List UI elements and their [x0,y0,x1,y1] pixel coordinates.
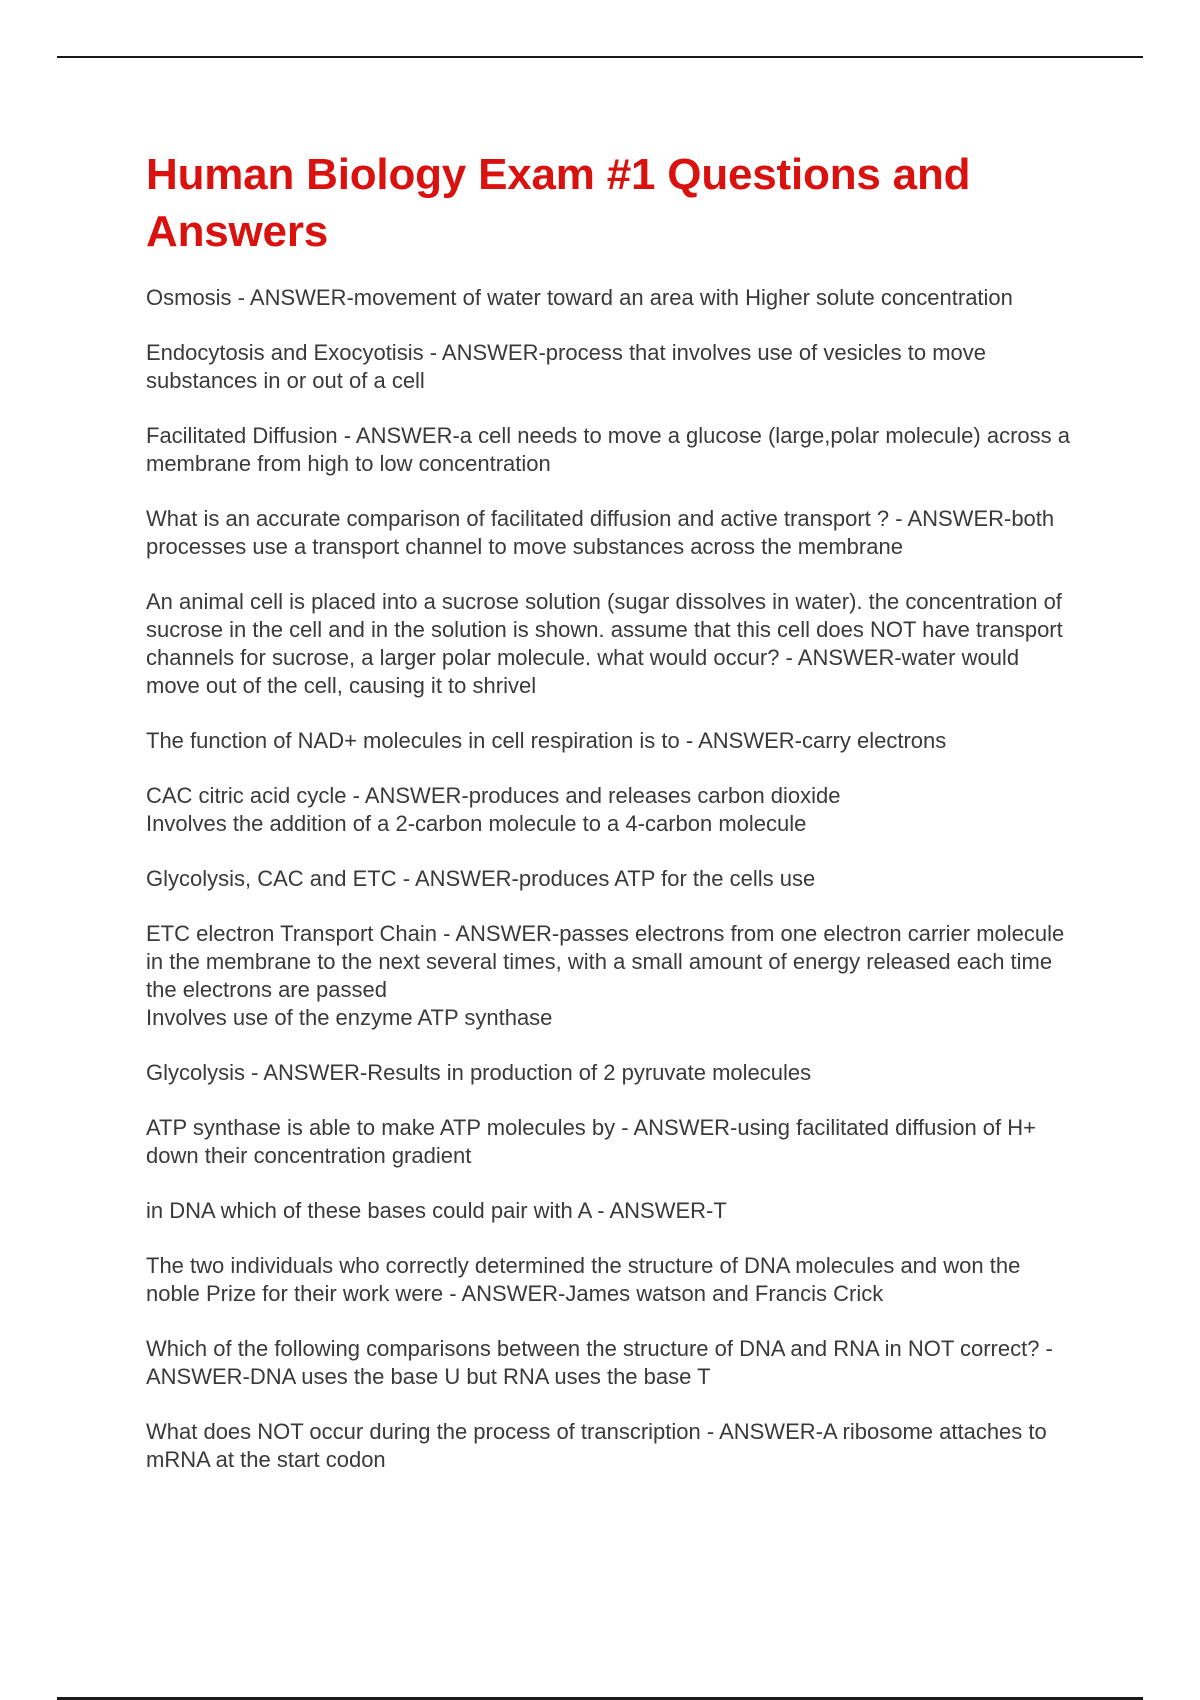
qa-entry: What does NOT occur during the process of transcription - ANSWER-A ribosome attaches to mRNA at the start codon [146,1419,1047,1472]
qa-entry: Endocytosis and Exocyotisis - ANSWER-process that involves use of vesicles to move substances in or out of a cell [146,340,987,393]
qa-entry: The function of NAD+ molecules in cell respiration is to - ANSWER-carry electrons [146,728,947,753]
qa-entry: Facilitated Diffusion - ANSWER-a cell needs to move a glucose (large,polar molecule) across a membrane from high to low concentration [146,423,1070,476]
document-body [146,146,1076,1501]
qa-entry: What is an accurate comparison of facilitated diffusion and active transport ? - ANSWER-both processes use a transport channel to move substances across the membrane [146,506,1055,559]
qa-entry: Osmosis - ANSWER-movement of water toward an area with Higher solute concentration [146,285,1013,310]
qa-entry: CAC citric acid cycle - ANSWER-produces and releases carbon dioxide Involves the addition of a 2-carbon molecule to a 4-carbon molecule [146,783,841,836]
qa-entry: Glycolysis - ANSWER-Results in production of 2 pyruvate molecules [146,1060,812,1085]
qa-entry: Glycolysis, CAC and ETC - ANSWER-produces ATP for the cells use [146,866,816,891]
qa-entry: Which of the following comparisons between the structure of DNA and RNA in NOT correct? - ANSWER-DNA uses the base U but RNA uses the base T [146,1336,1053,1389]
qa-entry: An animal cell is placed into a sucrose solution (sugar dissolves in water). the concentration of sucrose in the cell and in the solution is shown. assume that this cell does NOT have transport channels for sucrose, a larger polar molecule. what would occur? - ANSWER-water would move out of the cell, causing it to shrivel [146,589,1063,698]
top-rule [57,56,1143,58]
qa-entry: ETC electron Transport Chain - ANSWER-passes electrons from one electron carrier molecule in the membrane to the next several times, with a small amount of energy released each time the electrons are passed Involves use of the enzyme ATP synthase [146,921,1065,1030]
qa-entry: The two individuals who correctly determined the structure of DNA molecules and won the noble Prize for their work were - ANSWER-James watson and Francis Crick [146,1253,1021,1306]
document-title: Human Biology Exam #1 Questions and Answers [146,150,971,256]
qa-list [146,284,1076,1474]
qa-entry: ATP synthase is able to make ATP molecules by - ANSWER-using facilitated diffusion of H+ down their concentration gradient [146,1115,1036,1168]
qa-entry: in DNA which of these bases could pair with A - ANSWER-T [146,1198,727,1223]
